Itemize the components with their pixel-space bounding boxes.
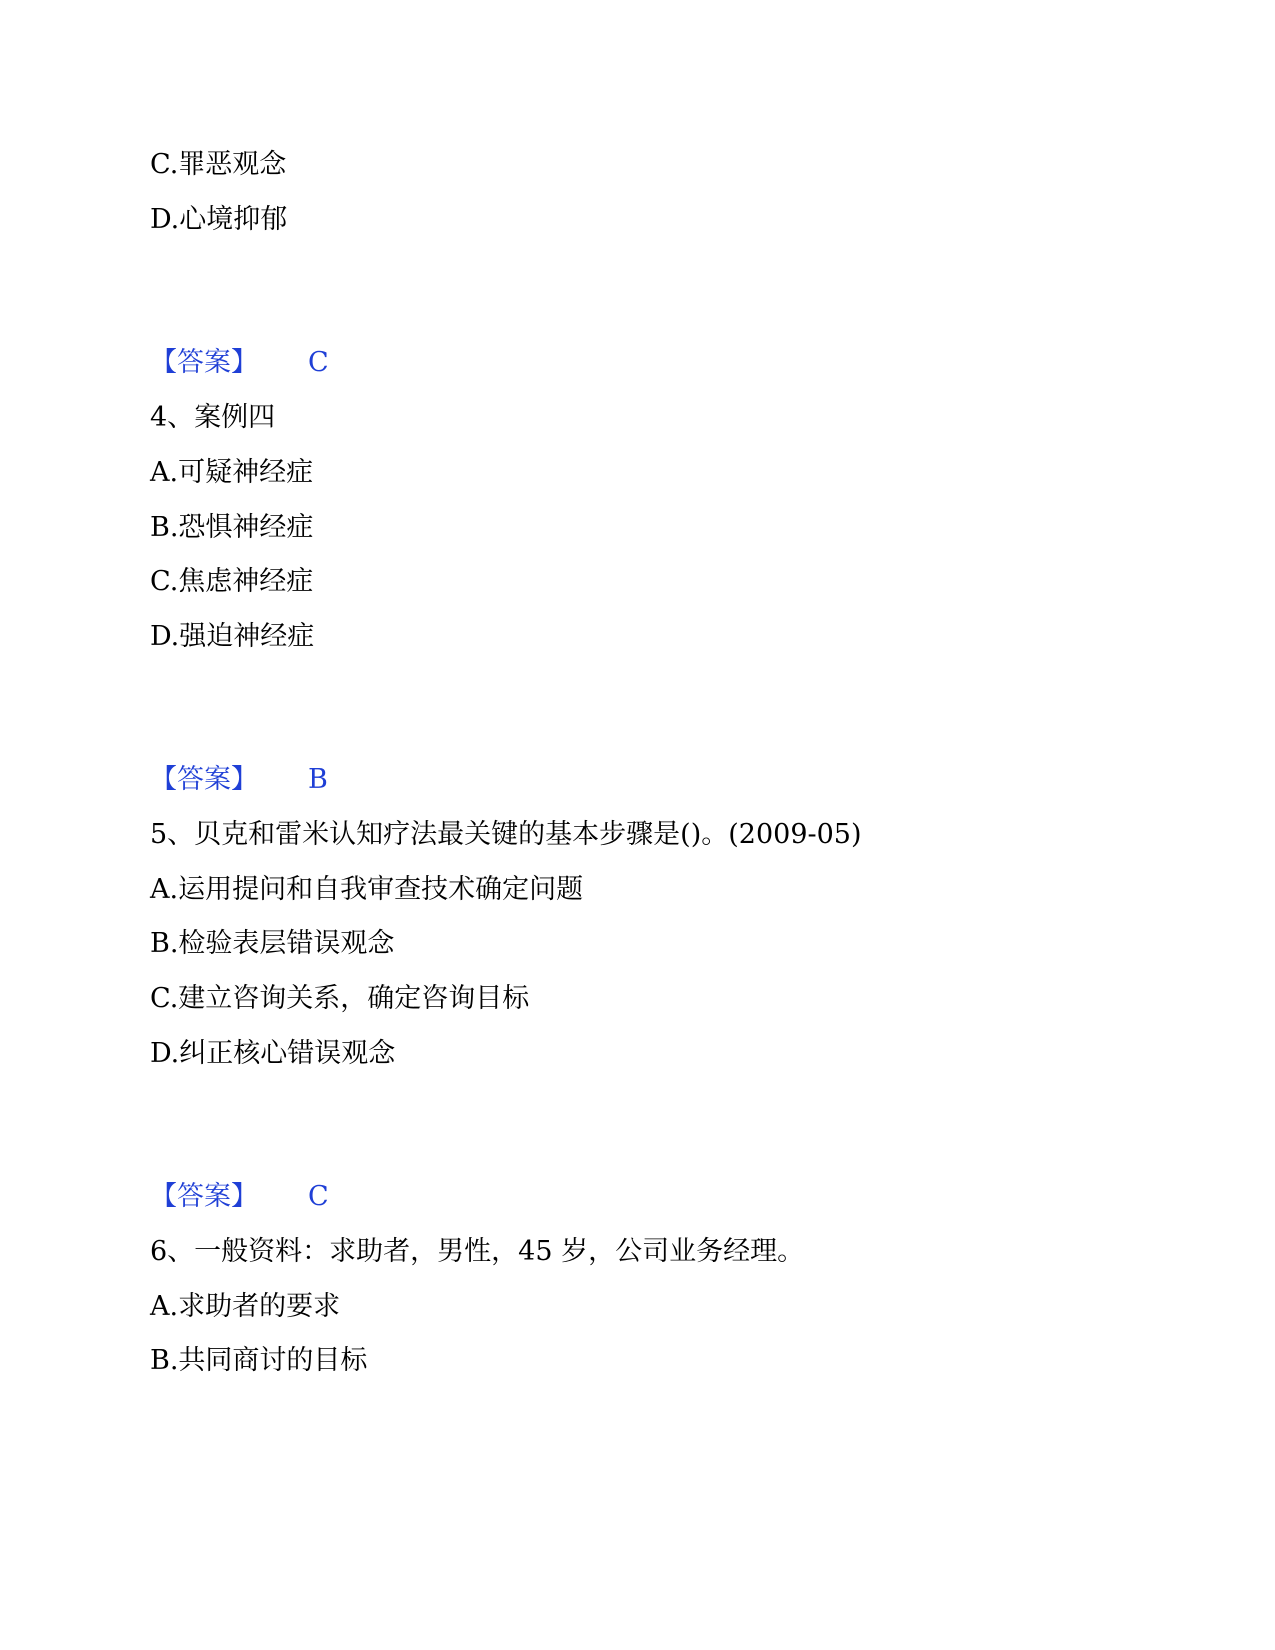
q3-option-c: C.罪恶观念 (150, 149, 287, 180)
q4-option-a: A.可疑神经症 (150, 457, 314, 488)
q5-answer (150, 1179, 329, 1215)
q4-option-b: B.恐惧神经症 (150, 512, 314, 543)
answer-value: C (308, 347, 329, 378)
q6-question: 6、一般资料：求助者，男性，45 岁，公司业务经理。 (150, 1236, 805, 1267)
answer-label: 【答案】 (150, 764, 258, 795)
q6-option-a: A.求助者的要求 (150, 1291, 341, 1322)
answer-label: 【答案】 (150, 347, 258, 378)
q5-question: 5、贝克和雷米认知疗法最关键的基本步骤是()。(2009-05) (150, 819, 862, 850)
answer-value: C (308, 1181, 329, 1212)
q3-answer (150, 345, 329, 381)
q5-option-a: A.运用提问和自我审查技术确定问题 (150, 874, 584, 905)
q4-option-d: D.强迫神经症 (150, 621, 315, 652)
q5-option-c: C.建立咨询关系，确定咨询目标 (150, 983, 530, 1014)
q5-option-d: D.纠正核心错误观念 (150, 1038, 396, 1069)
q5-option-b: B.检验表层错误观念 (150, 928, 395, 959)
q3-option-d: D.心境抑郁 (150, 204, 288, 235)
answer-label: 【答案】 (150, 1181, 258, 1212)
q4-question: 4、案例四 (150, 402, 276, 433)
q6-option-b: B.共同商讨的目标 (150, 1345, 368, 1376)
q4-answer (150, 762, 328, 798)
q4-option-c: C.焦虑神经症 (150, 566, 314, 597)
answer-value: B (308, 764, 328, 795)
